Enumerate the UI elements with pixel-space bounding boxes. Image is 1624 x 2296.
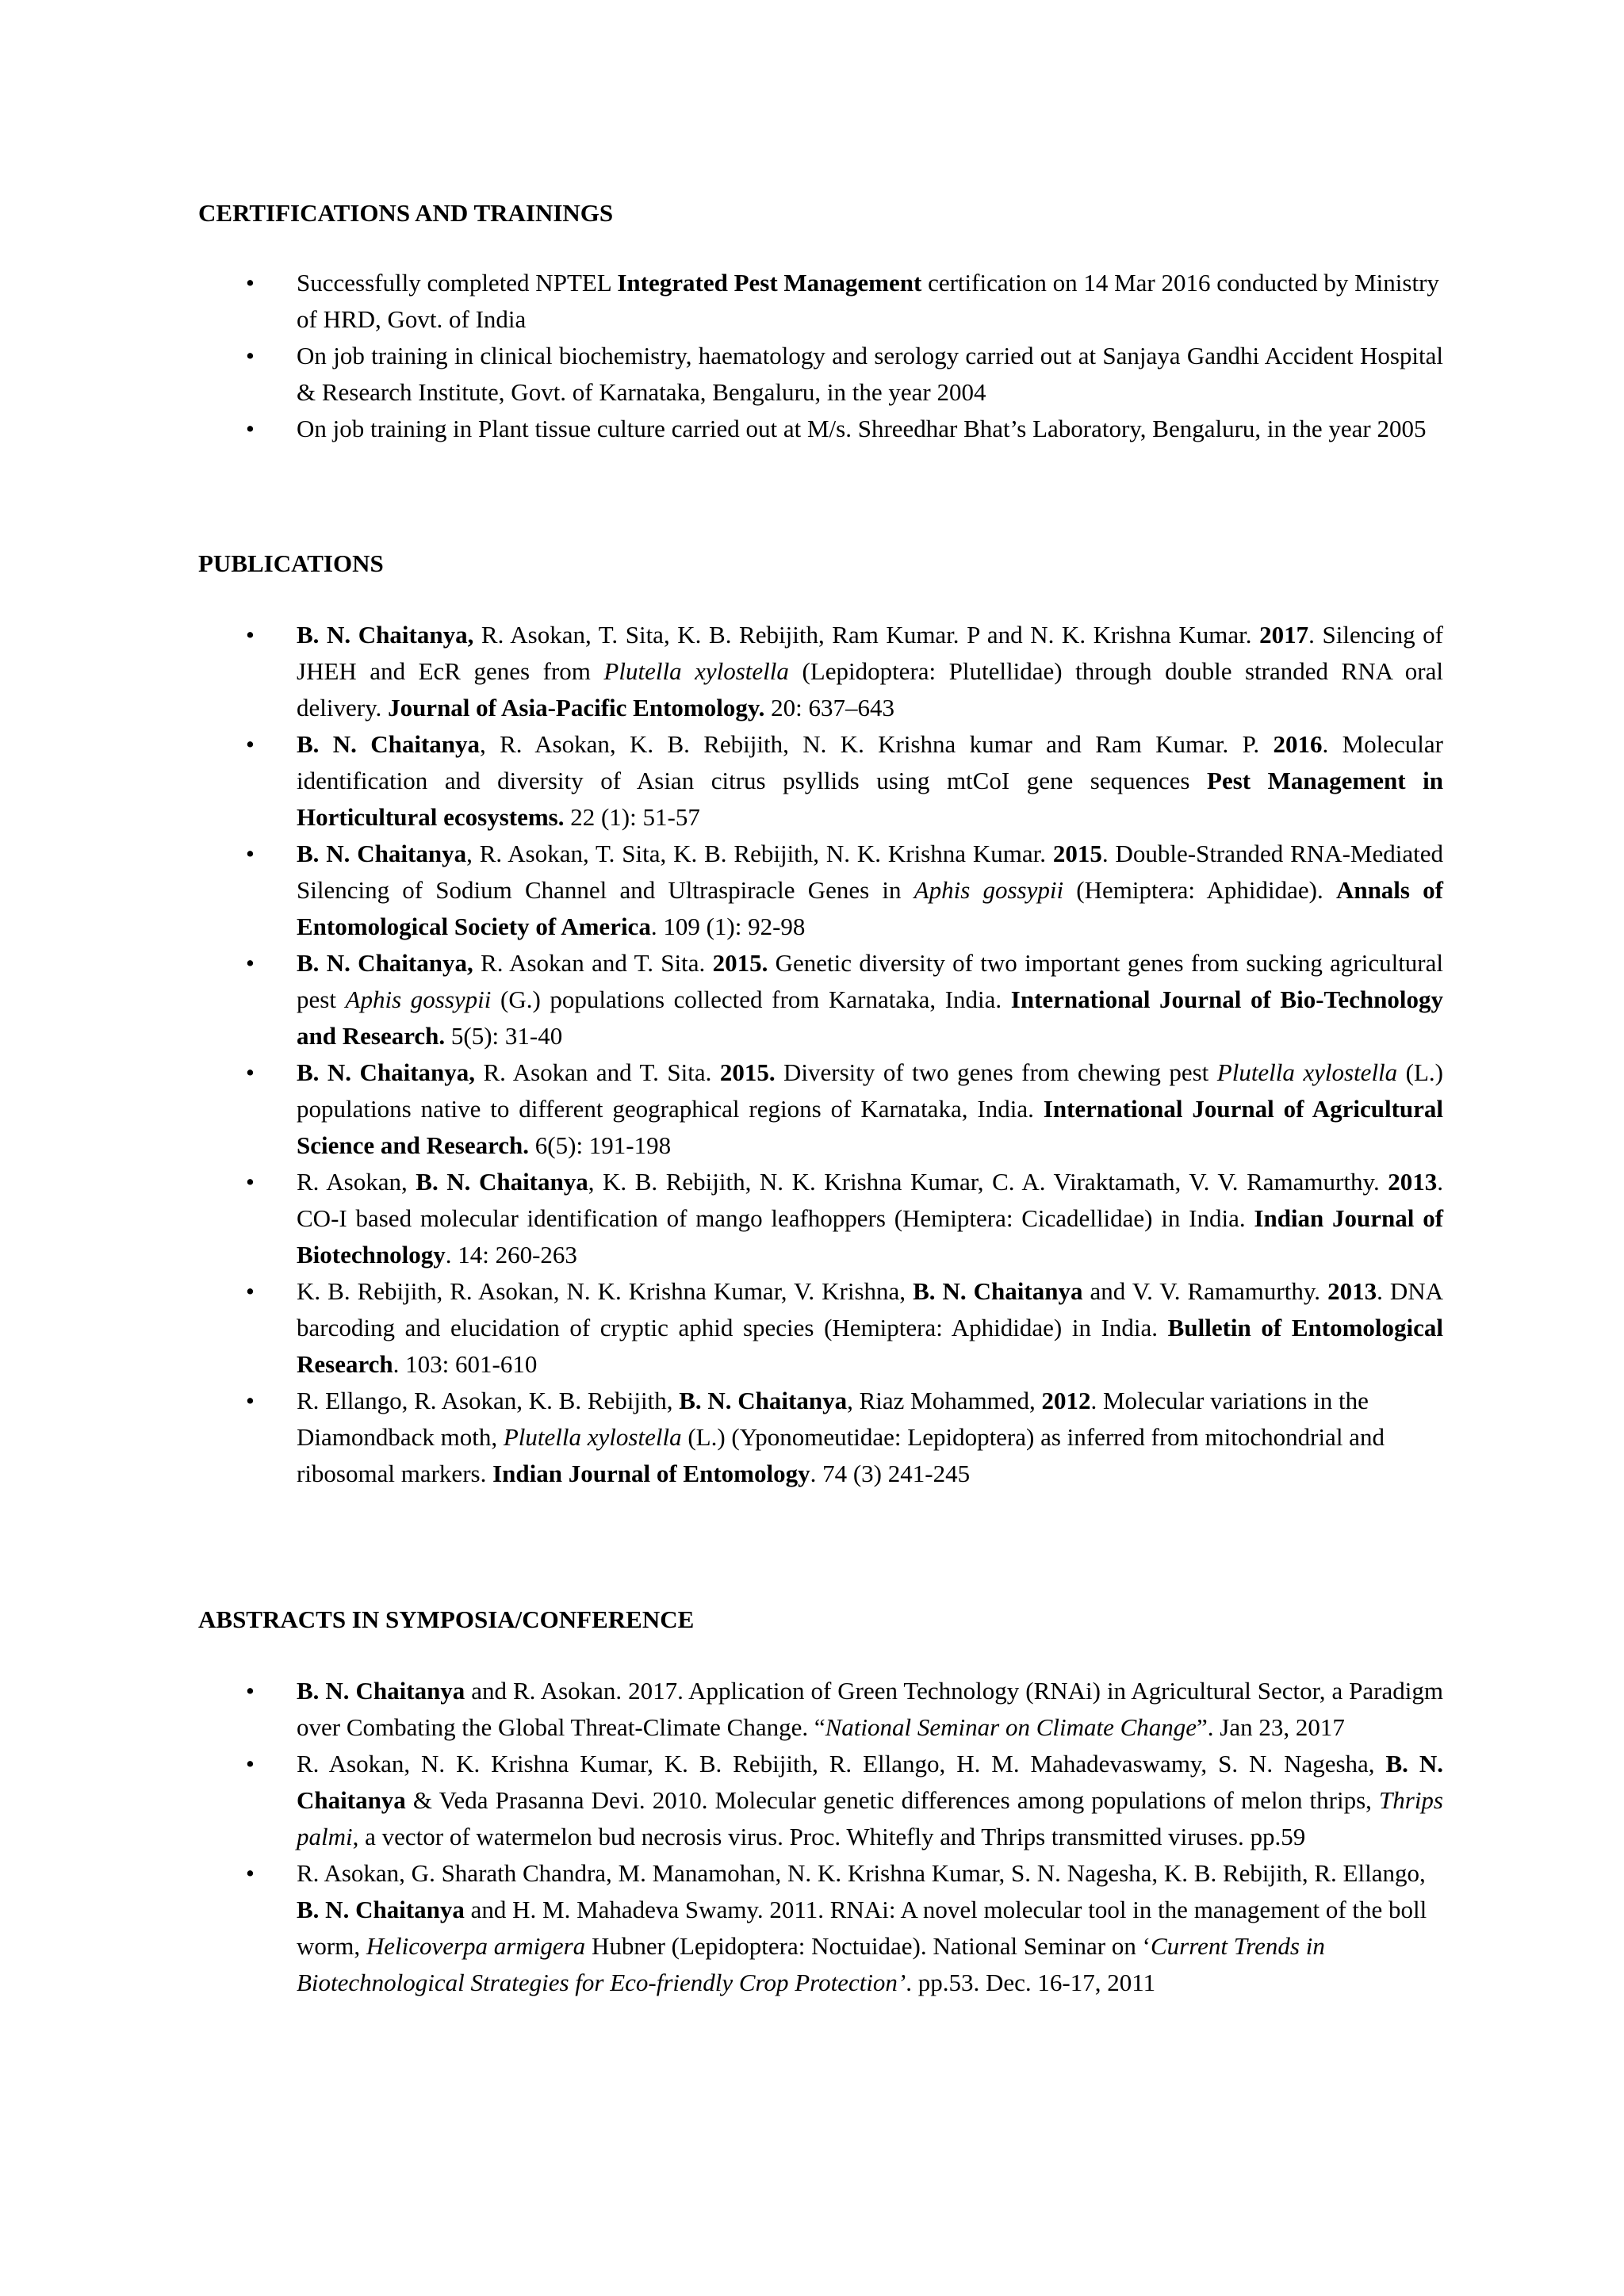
list-item <box>198 1054 1443 1164</box>
bold-text: 2015. <box>719 1058 776 1086</box>
text-run: and V. V. Ramamurthy. <box>1082 1277 1328 1305</box>
text-run: , a vector of watermelon bud necrosis virus. Proc. Whitefly and Thrips transmitted viruses. pp.59 <box>352 1823 1306 1850</box>
bold-text: B. N. Chaitanya, <box>297 1058 476 1086</box>
abstracts-section <box>198 1601 1443 2001</box>
section-heading: PUBLICATIONS <box>198 549 384 577</box>
publications-list <box>198 617 1443 1492</box>
bold-text: 2016 <box>1273 730 1323 758</box>
list-item <box>198 411 1443 447</box>
abstracts-list <box>198 1673 1443 2001</box>
list-item <box>198 1855 1443 2001</box>
certifications-section <box>198 195 1443 447</box>
italic-text: Plutella xylostella <box>603 657 789 685</box>
italic-text: Plutella xylostella <box>503 1423 682 1451</box>
text-run: R. Asokan, T. Sita, K. B. Rebijith, Ram Kumar. P and N. K. Krishna Kumar. <box>473 621 1260 649</box>
text-run: (L.) populations native to different geographical regions of Karnataka, India. <box>297 1058 1443 1123</box>
bold-text: B. N. Chaitanya <box>297 1896 465 1923</box>
text-run: On job training in clinical biochemistry, haematology and serology carried out at Sanjaya Gandhi Accident Hospital & Research Institute, Govt. of Karnataka, Bengaluru, in the year 2004 <box>297 342 1443 406</box>
bold-text: B. N. Chaitanya, <box>297 949 473 977</box>
bold-text: 2012 <box>1041 1387 1091 1414</box>
text-run: (Lepidoptera: Plutellidae) through double stranded RNA oral delivery. <box>297 657 1444 721</box>
text-run: , R. Asokan, T. Sita, K. B. Rebijith, N. K. Krishna Kumar. <box>466 840 1053 867</box>
text-run: R. Asokan, N. K. Krishna Kumar, K. B. Rebijith, R. Ellango, H. M. Mahadevaswamy, S. N. Nagesha, <box>297 1750 1386 1777</box>
bold-text: 2017 <box>1259 621 1309 649</box>
text-run: R. Asokan, G. Sharath Chandra, M. Manamohan, N. K. Krishna Kumar, S. N. Nagesha, K. B. Rebijith, R. Ellango, <box>297 1859 1426 1887</box>
text-run: R. Asokan, <box>297 1168 416 1196</box>
section-heading: CERTIFICATIONS AND TRAININGS <box>198 199 614 227</box>
bold-text: B. N. Chaitanya <box>297 1677 465 1705</box>
text-run: (G.) populations collected from Karnataka, India. <box>491 985 1011 1013</box>
list-item <box>198 1383 1443 1492</box>
bold-text: 2013 <box>1388 1168 1438 1196</box>
list-item <box>198 836 1443 945</box>
text-run: . 103: 601-610 <box>393 1350 538 1378</box>
text-run: On job training in Plant tissue culture carried out at M/s. Shreedhar Bhat’s Laboratory, Bengaluru, in the year 2005 <box>297 415 1427 442</box>
text-run: . pp.53. Dec. 16-17, 2011 <box>906 1969 1156 1996</box>
text-run: , Riaz Mohammed, <box>847 1387 1042 1414</box>
list-item <box>198 726 1443 836</box>
bold-text: B. N. Chaitanya <box>679 1387 848 1414</box>
bold-text: International Journal of Bio-Technology and Research. <box>297 985 1443 1050</box>
bold-text: B. N. Chaitanya <box>913 1277 1083 1305</box>
list-item <box>198 1673 1443 1746</box>
text-run: 20: 637–643 <box>764 694 895 721</box>
certifications-list <box>198 265 1443 447</box>
italic-text: Plutella xylostella <box>1216 1058 1398 1086</box>
italic-text: Thrips palmi <box>297 1786 1443 1850</box>
text-run: . CO-I based molecular identification of mango leafhoppers (Hemiptera: Cicadellidae) in India. <box>297 1168 1443 1232</box>
text-run: K. B. Rebijith, R. Asokan, N. K. Krishna Kumar, V. Krishna, <box>297 1277 914 1305</box>
list-item <box>198 1746 1443 1855</box>
list-item <box>198 1273 1443 1383</box>
text-run: Diversity of two genes from chewing pest <box>775 1058 1217 1086</box>
bold-text: B. N. Chaitanya, <box>297 621 474 649</box>
text-run: ”. Jan 23, 2017 <box>1197 1713 1345 1741</box>
text-run: . 14: 260-263 <box>445 1241 577 1269</box>
bold-text: Indian Journal of Biotechnology <box>297 1204 1444 1269</box>
text-run: . Silencing of JHEH and EcR genes from <box>297 621 1444 685</box>
italic-text: Current Trends in Biotechnological Strategies for Eco-friendly Crop Protection’ <box>297 1932 1325 1996</box>
bold-text: B. N. Chaitanya <box>297 1750 1443 1814</box>
text-run: 6(5): 191-198 <box>529 1131 672 1159</box>
text-run: R. Asokan and T. Sita. <box>473 949 713 977</box>
bold-text: Integrated Pest Management <box>617 269 922 297</box>
text-run: . Molecular identification and diversity of Asian citrus psyllids using mtCoI gene sequences <box>297 730 1443 794</box>
text-run: (Hemiptera: Aphididae). <box>1063 876 1336 904</box>
text-run: , R. Asokan, K. B. Rebijith, N. K. Krishna kumar and Ram Kumar. P. <box>480 730 1274 758</box>
text-run: and R. Asokan. 2017. Application of Green Technology (RNAi) in Agricultural Sector, a Paradigm over Combating the Global Threat-Climate Change. “ <box>297 1677 1443 1741</box>
italic-text: Helicoverpa armigera <box>366 1932 586 1960</box>
italic-text: Aphis gossypii <box>345 985 492 1013</box>
text-run: and H. M. Mahadeva Swamy. 2011. RNAi: A novel molecular tool in the management of the boll worm, <box>297 1896 1427 1960</box>
text-run: , K. B. Rebijith, N. K. Krishna Kumar, C. A. Viraktamath, V. V. Ramamurthy. <box>588 1168 1388 1196</box>
list-item <box>198 945 1443 1054</box>
bold-text: B. N. Chaitanya <box>297 840 467 867</box>
text-run: . DNA barcoding and elucidation of cryptic aphid species (Hemiptera: Aphididae) in India. <box>297 1277 1444 1341</box>
text-run: (L.) (Yponomeutidae: Lepidoptera) as inferred from mitochondrial and ribosomal markers. <box>297 1423 1385 1487</box>
bold-text: Journal of Asia-Pacific Entomology. <box>388 694 765 721</box>
bold-text: International Journal of Agricultural Science and Research. <box>297 1095 1444 1159</box>
italic-text: Aphis gossypii <box>914 876 1064 904</box>
text-run: R. Asokan and T. Sita. <box>475 1058 720 1086</box>
list-item <box>198 338 1443 411</box>
bold-text: Bulletin of Entomological Research <box>297 1314 1443 1378</box>
text-run: certification on 14 Mar 2016 conducted by Ministry of HRD, Govt. of India <box>297 269 1439 333</box>
bold-text: Annals of Entomological Society of America <box>297 876 1443 940</box>
bold-text: Pest Management in Horticultural ecosystems. <box>297 767 1443 831</box>
italic-text: National Seminar on Climate Change <box>825 1713 1197 1741</box>
text-run: & Veda Prasanna Devi. 2010. Molecular genetic differences among populations of melon thrips, <box>405 1786 1380 1814</box>
list-item <box>198 265 1443 338</box>
list-item <box>198 617 1443 726</box>
list-item <box>198 1164 1443 1273</box>
text-run: R. Ellango, R. Asokan, K. B. Rebijith, <box>297 1387 680 1414</box>
text-run: Hubner (Lepidoptera: Noctuidae). National Seminar on ‘ <box>585 1932 1151 1960</box>
bold-text: B. N. Chaitanya <box>416 1168 588 1196</box>
text-run: . Molecular variations in the Diamondback moth, <box>297 1387 1369 1451</box>
text-run: 22 (1): 51-57 <box>564 803 700 831</box>
section-heading: ABSTRACTS IN SYMPOSIA/CONFERENCE <box>198 1605 695 1633</box>
bold-text: B. N. Chaitanya <box>297 730 481 758</box>
bold-text: 2013 <box>1327 1277 1377 1305</box>
text-run: Successfully completed NPTEL <box>297 269 618 297</box>
text-run: . 109 (1): 92-98 <box>650 913 806 940</box>
bold-text: 2015. <box>712 949 768 977</box>
text-run: . 74 (3) 241-245 <box>810 1460 971 1487</box>
publications-section <box>198 545 1443 1492</box>
text-run: Genetic diversity of two important genes from sucking agricultural pest <box>297 949 1444 1013</box>
text-run: . Double-Stranded RNA-Mediated Silencing of Sodium Channel and Ultraspiracle Genes in <box>297 840 1443 904</box>
bold-text: 2015 <box>1052 840 1102 867</box>
bold-text: Indian Journal of Entomology <box>492 1460 810 1487</box>
text-run: 5(5): 31-40 <box>445 1022 563 1050</box>
